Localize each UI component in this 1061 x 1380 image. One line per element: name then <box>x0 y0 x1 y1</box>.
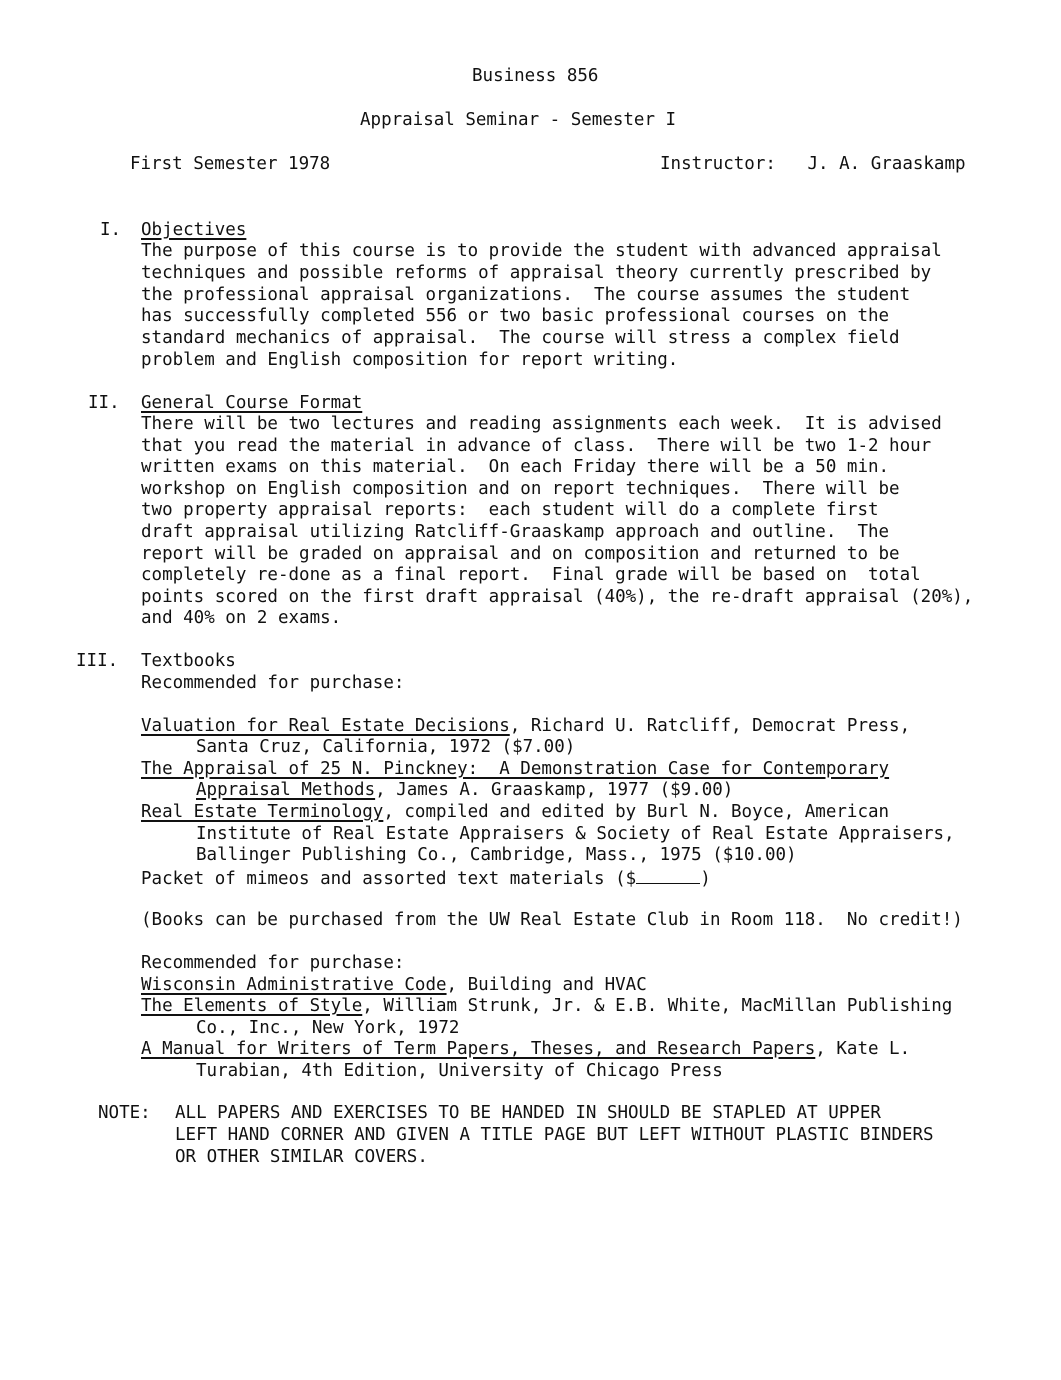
book-entry <box>141 716 910 738</box>
book-details: , Kate L. <box>815 1039 911 1059</box>
book-title: The Appraisal of 25 N. Pinckney: A Demonstration Case for Contemporary <box>141 759 890 779</box>
format-line: completely re-done as a final report. Final grade will be based on total <box>141 565 921 585</box>
book-details: , compiled and edited by Burl N. Boyce, American <box>383 802 890 822</box>
packet-entry <box>141 867 711 891</box>
book-details-cont: Co., Inc., New York, 1972 <box>196 1018 460 1038</box>
format-line: written exams on this material. On each Friday there will be a 50 min. <box>141 457 890 477</box>
format-line: that you read the material in advance of class. There will be two 1-2 hour <box>141 436 932 456</box>
book-entry <box>141 1039 910 1061</box>
book-details: , James A. Graaskamp, 1977 ($9.00) <box>375 780 734 800</box>
note-line: LEFT HAND CORNER AND GIVEN A TITLE PAGE BUT LEFT WITHOUT PLASTIC BINDERS <box>175 1125 934 1145</box>
book-details-cont: Institute of Real Estate Appraisers & Society of Real Estate Appraisers, <box>196 824 955 844</box>
recommended-label: Recommended for purchase: <box>141 673 405 693</box>
objectives-line: the professional appraisal organizations. The course assumes the student <box>141 285 911 305</box>
book-entry-cont <box>196 780 733 802</box>
objectives-line: The purpose of this course is to provide the student with advanced appraisal <box>141 241 942 261</box>
format-line: There will be two lectures and reading assignments each week. It is advised <box>141 414 942 434</box>
course-subtitle: Appraisal Seminar - Semester I <box>360 110 677 130</box>
section-heading-format: General Course Format <box>141 393 363 413</box>
book-details: , Building and HVAC <box>446 975 647 995</box>
format-line: points scored on the first draft appraisal (40%), the re-draft appraisal (20%), <box>141 587 974 607</box>
note-line: ALL PAPERS AND EXERCISES TO BE HANDED IN SHOULD BE STAPLED AT UPPER <box>175 1103 881 1123</box>
section-heading-objectives: Objectives <box>141 220 247 240</box>
recommended-label-2: Recommended for purchase: <box>141 953 405 973</box>
format-line: report will be graded on appraisal and on composition and returned to be <box>141 544 900 564</box>
book-title: The Elements of Style <box>141 996 363 1016</box>
book-entry <box>141 975 647 997</box>
format-line: two property appraisal reports: each student will do a complete first <box>141 500 879 520</box>
section-heading-textbooks: Textbooks <box>141 651 236 671</box>
format-line: workshop on English composition and on report techniques. There will be <box>141 479 900 499</box>
objectives-line: has successfully completed 556 or two basic professional courses on the <box>141 306 890 326</box>
book-entry <box>141 802 889 824</box>
format-line: and 40% on 2 exams. <box>141 608 342 628</box>
section-number-3: III. <box>76 651 119 671</box>
club-note: (Books can be purchased from the UW Real Estate Club in Room 118. No credit!) <box>141 910 963 930</box>
book-title: Real Estate Terminology <box>141 802 384 822</box>
format-line: draft appraisal utilizing Ratcliff-Graaskamp approach and outline. The <box>141 522 890 542</box>
section-number-2: II. <box>88 393 120 413</box>
packet-text: Packet of mimeos and assorted text materials ($ <box>141 869 637 889</box>
section-number-1: I. <box>100 220 122 240</box>
book-title: Wisconsin Administrative Code <box>141 975 447 995</box>
book-details: , William Strunk, Jr. & E.B. White, MacMillan Publishing <box>362 996 953 1016</box>
instructor-label: Instructor: J. A. Graaskamp <box>660 154 966 174</box>
course-title: Business 856 <box>472 66 599 86</box>
book-details-cont: Turabian, 4th Edition, University of Chicago Press <box>196 1061 723 1081</box>
price-blank <box>636 867 700 884</box>
objectives-line: problem and English composition for report writing. <box>141 350 679 370</box>
book-title-cont: Appraisal Methods <box>196 780 376 800</box>
book-entry <box>141 996 952 1018</box>
note-line: OR OTHER SIMILAR COVERS. <box>175 1147 428 1167</box>
packet-close: ) <box>700 869 711 889</box>
book-details-cont: Ballinger Publishing Co., Cambridge, Mass., 1975 ($10.00) <box>196 845 797 865</box>
note-label: NOTE: <box>98 1103 151 1123</box>
book-details-cont: Santa Cruz, California, 1972 ($7.00) <box>196 737 576 757</box>
objectives-line: standard mechanics of appraisal. The course will stress a complex field <box>141 328 900 348</box>
objectives-line: techniques and possible reforms of appraisal theory currently prescribed by <box>141 263 932 283</box>
book-title: A Manual for Writers of Term Papers, Theses, and Research Papers <box>141 1039 816 1059</box>
book-title: Valuation for Real Estate Decisions <box>141 716 510 736</box>
semester-label: First Semester 1978 <box>130 154 331 174</box>
book-details: , Richard U. Ratcliff, Democrat Press, <box>509 716 911 736</box>
